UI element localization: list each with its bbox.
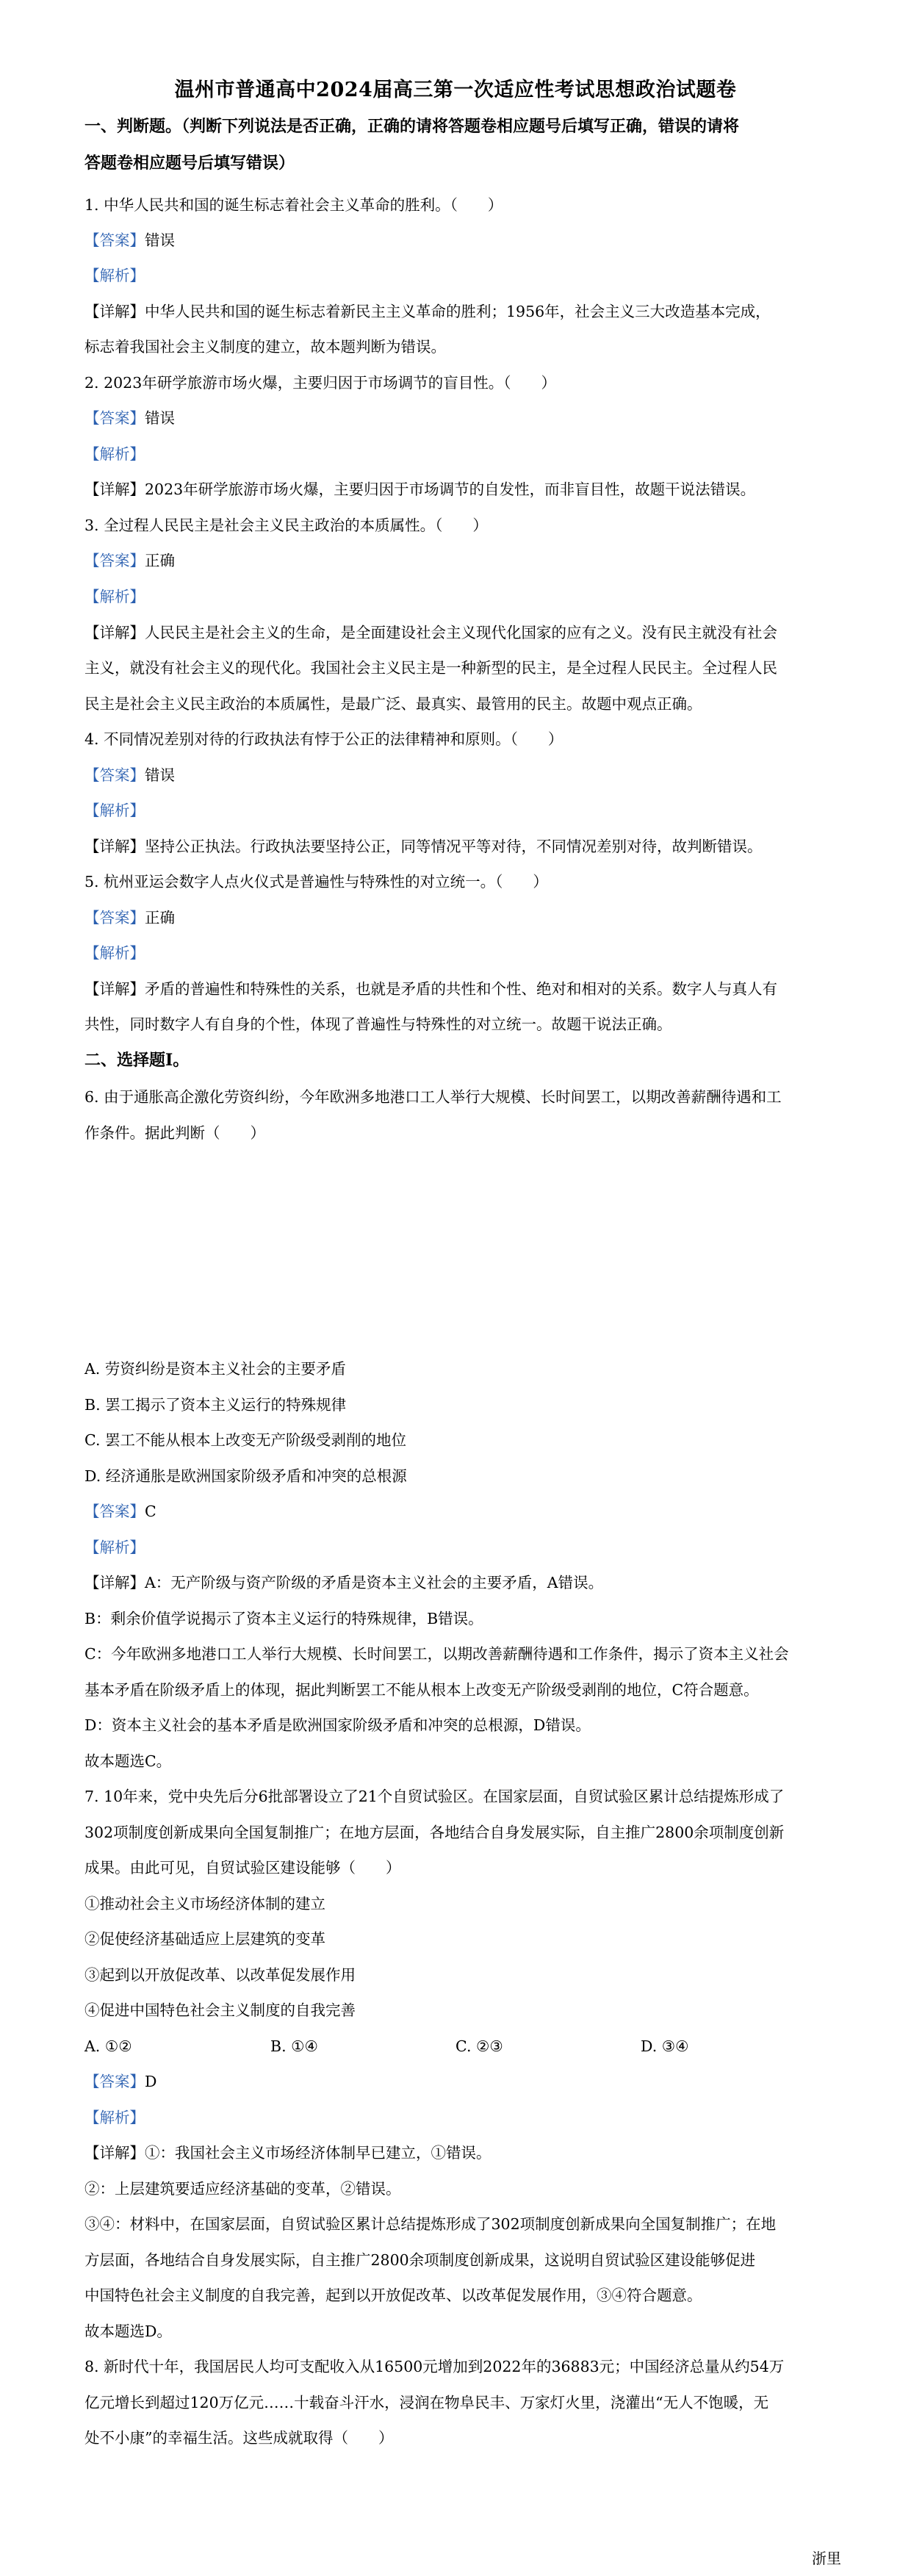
q6-answer-value: C <box>145 1503 156 1520</box>
q5-stem: 5. 杭州亚运会数字人点火仪式是普遍性与特殊性的对立统一。（ ） <box>84 873 548 891</box>
q7-choice-a: A. ①② <box>84 2037 132 2055</box>
q3-detail-line: 民主是社会主义民主政治的本质属性，是最广泛、最真实、最管用的民主。故题中观点正确。 <box>84 695 702 713</box>
q6-option-d: D. 经济通胀是欧洲国家阶级矛盾和冲突的总根源 <box>84 1467 407 1485</box>
q6-answer <box>84 1500 841 1522</box>
q6-stem: 6. 由于通胀高企激化劳资纠纷，今年欧洲多地港口工人举行大规模、长时间罢工，以期改善薪酬待遇和工 <box>84 1088 782 1106</box>
analysis-tag: 【解析】 <box>84 2109 145 2126</box>
q7-item-1: ①推动社会主义市场经济体制的建立 <box>84 1895 325 1913</box>
q7-detail <box>84 2142 841 2164</box>
q7-detail-line: ③④：材料中，在国家层面，自贸试验区累计总结提炼形成了302项制度创新成果向全国复制推广；在地 <box>84 2215 777 2233</box>
detail-tag: 【详解】 <box>84 2144 145 2162</box>
q8-stem-cont: 处不小康”的幸福生活。这些成就取得（ ） <box>84 2429 394 2447</box>
analysis-tag: 【解析】 <box>84 802 145 819</box>
q7-detail-line: 中国特色社会主义制度的自我完善，起到以开放促改革、以改革促发展作用，③④符合题意。 <box>84 2287 702 2304</box>
q1-detail <box>84 301 841 323</box>
q2-detail <box>84 478 841 500</box>
q7-stem-cont: 302项制度创新成果向全国复制推广；在地方层面，各地结合自身发展实际，自主推广2800余项制度创新 <box>84 1824 785 1841</box>
q2-stem: 2. 2023年研学旅游市场火爆，主要归因于市场调节的盲目性。（ ） <box>84 374 556 392</box>
q2-analysis-tag <box>84 443 841 465</box>
q3-detail-text: 人民民主是社会主义的生命，是全面建设社会主义现代化国家的应有之义。没有民主就没有社会 <box>145 624 777 641</box>
q7-item-3: ③起到以开放促改革、以改革促发展作用 <box>84 1966 356 1984</box>
detail-tag: 【详解】 <box>84 838 145 855</box>
q7-analysis-tag <box>84 2107 841 2129</box>
q4-analysis-tag <box>84 799 841 821</box>
q1-detail-line: 标志着我国社会主义制度的建立，故本题判断为错误。 <box>84 338 446 356</box>
page-title: 温州市普通高中2024届高三第一次适应性考试思想政治试题卷 <box>174 79 737 101</box>
q6-detail-line: D：资本主义社会的基本矛盾是欧洲国家阶级矛盾和冲突的总根源，D错误。 <box>84 1716 591 1734</box>
q7-item-2: ②促使经济基础适应上层建筑的变革 <box>84 1930 325 1948</box>
q5-analysis-tag <box>84 942 841 964</box>
q1-analysis-tag <box>84 265 841 287</box>
q6-detail <box>84 1572 841 1594</box>
q3-detail <box>84 622 841 644</box>
q6-detail-line: C：今年欧洲多地港口工人举行大规模、长时间罢工，以期改善薪酬待遇和工作条件，揭示了资本主义社会 <box>84 1645 789 1663</box>
q6-option-c: C. 罢工不能从根本上改变无产阶级受剥削的地位 <box>84 1431 406 1449</box>
q7-conclusion: 故本题选D。 <box>84 2323 172 2340</box>
q8-stem: 8. 新时代十年，我国居民人均可支配收入从16500元增加到2022年的36883元；中国经济总量从约54万 <box>84 2358 785 2375</box>
analysis-tag: 【解析】 <box>84 1539 145 1556</box>
answer-tag: 【答案】 <box>84 231 145 249</box>
q7-item-4: ④促进中国特色社会主义制度的自我完善 <box>84 2001 356 2019</box>
q5-answer-value: 正确 <box>145 909 175 927</box>
q4-stem: 4. 不同情况差别对待的行政执法有悖于公正的法律精神和原则。（ ） <box>84 730 563 748</box>
q7-choice-d: D. ③④ <box>641 2037 689 2055</box>
q3-answer <box>84 550 841 572</box>
detail-tag: 【详解】 <box>84 980 145 998</box>
section2-heading: 二、选择题Ⅰ。 <box>84 1051 190 1070</box>
footer-text: 浙里 <box>812 2550 841 2567</box>
detail-tag: 【详解】 <box>84 624 145 641</box>
q5-detail <box>84 978 841 1000</box>
q5-answer <box>84 907 841 929</box>
q1-answer <box>84 229 841 251</box>
q7-stem-cont: 成果。由此可见，自贸试验区建设能够（ ） <box>84 1859 401 1877</box>
q6-detail-line: B：剩余价值学说揭示了资本主义运行的特殊规律，B错误。 <box>84 1610 483 1627</box>
q1-detail-text: 中华人民共和国的诞生标志着新民主主义革命的胜利；1956年，社会主义三大改造基本完成， <box>145 303 771 320</box>
q2-detail-text: 2023年研学旅游市场火爆，主要归因于市场调节的自发性，而非盲目性，故题干说法错误。 <box>145 481 756 498</box>
q4-answer <box>84 764 841 786</box>
analysis-tag: 【解析】 <box>84 267 145 284</box>
section1-heading: 一、判断题。（判断下列说法是否正确，正确的请将答题卷相应题号后填写正确，错误的请将 <box>84 117 740 136</box>
detail-tag: 【详解】 <box>84 303 145 320</box>
q5-detail-line: 共性，同时数字人有自身的个性，体现了普遍性与特殊性的对立统一。故题干说法正确。 <box>84 1015 672 1033</box>
q7-detail-line: ②：上层建筑要适应经济基础的变革，②错误。 <box>84 2180 401 2198</box>
answer-tag: 【答案】 <box>84 409 145 427</box>
q7-choice-b: B. ①④ <box>270 2037 318 2055</box>
q7-choice-c: C. ②③ <box>455 2037 503 2055</box>
q6-stem-cont: 作条件。据此判断（ ） <box>84 1124 265 1142</box>
q7-answer <box>84 2070 841 2093</box>
q6-option-b: B. 罢工揭示了资本主义运行的特殊规律 <box>84 1396 347 1414</box>
q6-conclusion: 故本题选C。 <box>84 1752 172 1770</box>
q8-stem-cont: 亿元增长到超过120万亿元……十载奋斗汗水，浸润在物阜民丰、万家灯火里，浇灌出“无人不饱暖，无 <box>84 2394 769 2411</box>
answer-tag: 【答案】 <box>84 909 145 927</box>
q4-answer-value: 错误 <box>145 766 175 784</box>
answer-tag: 【答案】 <box>84 1503 145 1520</box>
q3-stem: 3. 全过程人民民主是社会主义民主政治的本质属性。（ ） <box>84 517 488 534</box>
q6-option-a: A. 劳资纠纷是资本主义社会的主要矛盾 <box>84 1360 346 1378</box>
analysis-tag: 【解析】 <box>84 588 145 605</box>
analysis-tag: 【解析】 <box>84 944 145 962</box>
detail-tag: 【详解】 <box>84 1574 145 1591</box>
q3-detail-line: 主义，就没有社会主义的现代化。我国社会主义民主是一种新型的民主，是全过程人民民主。全过程人民 <box>84 659 777 677</box>
q2-answer-value: 错误 <box>145 409 175 427</box>
q3-answer-value: 正确 <box>145 552 175 569</box>
q4-detail-text: 坚持公正执法。行政执法要坚持公正，同等情况平等对待，不同情况差别对待，故判断错误。 <box>145 838 763 855</box>
detail-tag: 【详解】 <box>84 481 145 498</box>
q6-analysis-tag <box>84 1536 841 1558</box>
q7-stem: 7. 10年来，党中央先后分6批部署设立了21个自贸试验区。在国家层面，自贸试验区累计总结提炼形成了 <box>84 1788 785 1805</box>
q3-analysis-tag <box>84 586 841 608</box>
answer-tag: 【答案】 <box>84 2073 145 2090</box>
q6-detail-text: A：无产阶级与资产阶级的矛盾是资本主义社会的主要矛盾，A错误。 <box>145 1574 604 1591</box>
q7-answer-value: D <box>145 2073 157 2090</box>
q5-detail-text: 矛盾的普遍性和特殊性的关系，也就是矛盾的共性和个性、绝对和相对的关系。数字人与真人有 <box>145 980 777 998</box>
q1-stem: 1. 中华人民共和国的诞生标志着社会主义革命的胜利。（ ） <box>84 196 503 214</box>
answer-tag: 【答案】 <box>84 552 145 569</box>
section1-heading-cont: 答题卷相应题号后填写错误） <box>84 154 295 173</box>
q7-detail-text: ①：我国社会主义市场经济体制早已建立，①错误。 <box>145 2144 491 2162</box>
q6-detail-line: 基本矛盾在阶级矛盾上的体现，据此判断罢工不能从根本上改变无产阶级受剥削的地位，C符合题意。 <box>84 1681 759 1699</box>
answer-tag: 【答案】 <box>84 766 145 784</box>
analysis-tag: 【解析】 <box>84 445 145 463</box>
q1-answer-value: 错误 <box>145 231 175 249</box>
q2-answer <box>84 407 841 429</box>
q4-detail <box>84 835 841 857</box>
q7-detail-line: 方层面，各地结合自身发展实际，自主推广2800余项制度创新成果，这说明自贸试验区建设能够促进 <box>84 2251 756 2269</box>
